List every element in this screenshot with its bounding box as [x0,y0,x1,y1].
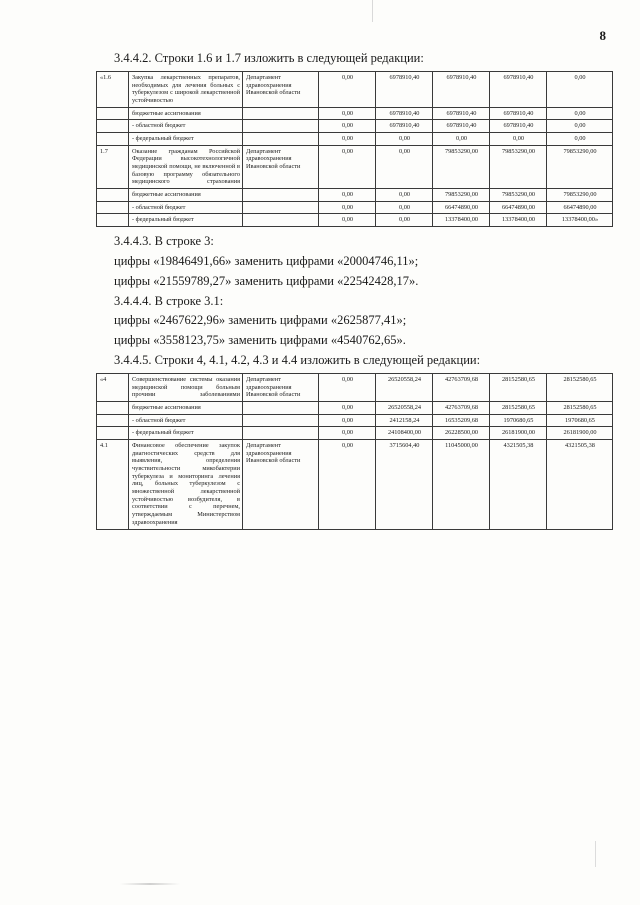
cell-value: 66474890,00 [433,201,490,214]
cell-value: 66474890,00 [490,201,547,214]
cell-value: 0,00 [376,132,433,145]
cell-name: Совершенствование системы оказания медицинской помощи больным прочими заболеваниями [129,374,243,402]
cell-value: 79853290,00 [433,145,490,188]
cell-value: 0,00 [547,71,613,107]
cell-organization: Департамент здравоохранения Ивановской области [243,145,319,188]
cell-organization [243,132,319,145]
document-content [88,48,599,536]
cell-name: - областной бюджет [129,120,243,133]
cell-number [97,214,129,227]
cell-value: 6978910,40 [433,71,490,107]
cell-value: 4321505,38 [490,440,547,529]
cell-organization [243,414,319,427]
clause-3444-line-2: цифры «3558123,75» заменить цифрами «4540762,65». [114,333,406,348]
cell-value: 42763709,68 [433,374,490,402]
cell-value: 0,00 [376,188,433,201]
scan-artifact-bottom [120,883,180,885]
table-rows-4-41 [96,373,613,529]
cell-value: 0,00 [376,214,433,227]
cell-value: 0,00 [319,427,376,440]
cell-number [97,201,129,214]
cell-value: 0,00 [319,214,376,227]
cell-number: 4.1 [97,440,129,529]
table-row [97,427,613,440]
table-row [97,414,613,427]
section-heading-3442: 3.4.4.2. Строки 1.6 и 1.7 изложить в следующей редакции: [114,51,424,65]
cell-value: 79853290,00 [547,188,613,201]
cell-name: - областной бюджет [129,414,243,427]
cell-value: 28152580,65 [490,402,547,415]
cell-value: 2412158,24 [376,414,433,427]
cell-value: 1970680,65 [490,414,547,427]
cell-value: 0,00 [319,440,376,529]
cell-name: бюджетные ассигнования [129,188,243,201]
cell-organization: Департамент здравоохранения Ивановской области [243,374,319,402]
table-row [97,107,613,120]
cell-name: Финансовое обеспечение закупок диагностических средств для выявления, определения чувствительности микобактерии туберкулеза и мониторинга лечения лиц, больных туберкулезом с множественной лекарственной устойчивостью возбудителя, в соответствии с перечнем, утверждаемым Министерством здравоохранения [129,440,243,529]
cell-value: 13378400,00 [490,214,547,227]
cell-value: 0,00 [319,188,376,201]
page-edge-artifact [372,0,373,22]
cell-number [97,188,129,201]
cell-value: 0,00 [319,71,376,107]
cell-name: Оказание гражданам Российской Федерации высокотехнологичной медицинской помощи, не включенной в базовую программу обязательного медицинского страхования [129,145,243,188]
cell-name: бюджетные ассигнования [129,107,243,120]
cell-value: 4321505,38 [547,440,613,529]
cell-number [97,402,129,415]
cell-organization [243,188,319,201]
cell-value: 26520558,24 [376,374,433,402]
cell-number: 1.7 [97,145,129,188]
clause-3444: 3.4.4.4. В строке 3.1: [114,293,224,308]
table-row [97,214,613,227]
cell-number: «4 [97,374,129,402]
cell-number [97,120,129,133]
cell-value: 28152580,65 [547,402,613,415]
cell-value: 0,00 [547,120,613,133]
cell-organization [243,402,319,415]
table-row [97,145,613,188]
cell-value: 6978910,40 [490,120,547,133]
table-row [97,440,613,529]
cell-value: 6978910,40 [490,107,547,120]
cell-value: 0,00 [319,201,376,214]
cell-value: 6978910,40 [376,107,433,120]
cell-value: 26228500,00 [433,427,490,440]
clause-3445: 3.4.4.5. Строки 4, 4.1, 4.2, 4.3 и 4.4 изложить в следующей редакции: [114,353,481,368]
cell-value: 28152580,65 [490,374,547,402]
table-row [97,132,613,145]
cell-value: 0,00 [319,374,376,402]
table-row [97,120,613,133]
cell-value: 0,00 [319,132,376,145]
cell-number: «1.6 [97,71,129,107]
cell-value: 3715604,40 [376,440,433,529]
cell-value: 0,00 [319,107,376,120]
cell-value: 0,00 [376,145,433,188]
table-rows-1-6-1-7 [96,71,613,227]
cell-organization: Департамент здравоохранения Ивановской области [243,71,319,107]
cell-number [97,414,129,427]
cell-value: 0,00 [433,132,490,145]
cell-organization: Департамент здравоохранения Ивановской области [243,440,319,529]
cell-organization [243,427,319,440]
cell-value: 79853290,00 [490,188,547,201]
cell-name: Закупка лекарственных препаратов, необходимых для лечения больных с туберкулезом с широкой лекарственной устойчивостью [129,71,243,107]
table-row [97,374,613,402]
cell-value: 28152580,65 [547,374,613,402]
cell-value: 26181900,00 [490,427,547,440]
cell-name: - федеральный бюджет [129,214,243,227]
cell-value: 6978910,40 [433,120,490,133]
cell-organization [243,107,319,120]
table-row [97,71,613,107]
table-row [97,201,613,214]
cell-value: 13378400,00 [433,214,490,227]
cell-value: 0,00 [490,132,547,145]
cell-number [97,107,129,120]
cell-name: - федеральный бюджет [129,427,243,440]
cell-value: 6978910,40 [376,71,433,107]
cell-value: 0,00 [547,107,613,120]
cell-value: 26181900,00 [547,427,613,440]
cell-organization [243,214,319,227]
clause-3443: 3.4.4.3. В строке 3: [114,233,214,248]
cell-value: 24108400,00 [376,427,433,440]
cell-value: 0,00 [319,145,376,188]
cell-value: 79853290,00 [547,145,613,188]
table-row [97,402,613,415]
clause-3443-line-2: цифры «21559789,27» заменить цифрами «22542428,17». [114,273,419,288]
clause-3444-line-1: цифры «2467622,96» заменить цифрами «2625877,41»; [114,313,407,328]
page-number: 8 [599,28,606,43]
cell-number [97,132,129,145]
cell-number [97,427,129,440]
cell-value: 26520558,24 [376,402,433,415]
cell-value: 79853290,00 [490,145,547,188]
cell-value: 16535209,68 [433,414,490,427]
cell-value: 1970680,65 [547,414,613,427]
scan-artifact-right [595,841,596,867]
table-row [97,188,613,201]
cell-name: - федеральный бюджет [129,132,243,145]
cell-organization [243,120,319,133]
cell-value: 0,00 [376,201,433,214]
cell-value: 0,00 [547,132,613,145]
cell-value: 13378400,00» [547,214,613,227]
cell-value: 42763709,68 [433,402,490,415]
cell-name: - областной бюджет [129,201,243,214]
cell-value: 0,00 [319,402,376,415]
cell-value: 0,00 [319,120,376,133]
cell-value: 0,00 [319,414,376,427]
cell-name: бюджетные ассигнования [129,402,243,415]
cell-value: 6978910,40 [433,107,490,120]
cell-value: 6978910,40 [490,71,547,107]
clause-3443-line-1: цифры «19846491,66» заменить цифрами «20004746,11»; [114,253,419,268]
cell-value: 66474890,00 [547,201,613,214]
cell-value: 11045000,00 [433,440,490,529]
cell-value: 6978910,40 [376,120,433,133]
cell-value: 79853290,00 [433,188,490,201]
cell-organization [243,201,319,214]
